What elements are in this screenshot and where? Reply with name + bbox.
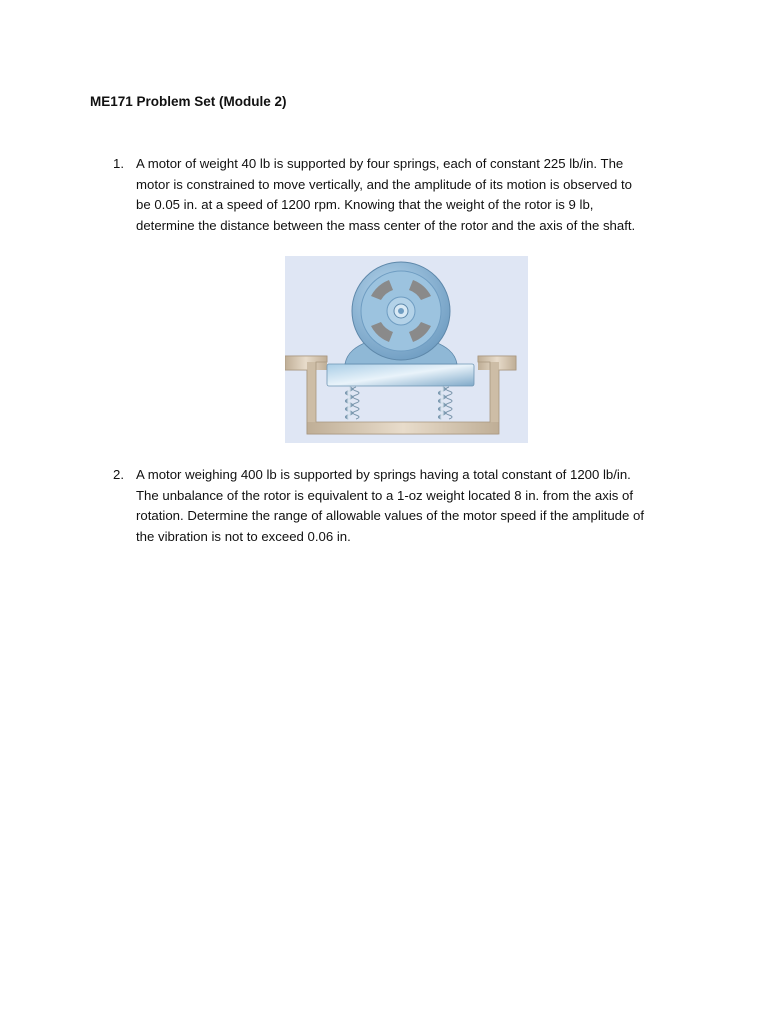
mounting-plate: [327, 364, 474, 386]
motor-illustration: [285, 256, 528, 443]
problem-text-line: determine the distance between the mass center of the rotor and the axis of the shaft.: [136, 218, 636, 234]
page-title: ME171 Problem Set (Module 2): [90, 94, 287, 109]
problem-number: 2.: [113, 467, 124, 482]
problem-text-line: be 0.05 in. at a speed of 1200 rpm. Knowing that the weight of the rotor is 9 lb,: [136, 197, 594, 213]
problem-text-line: A motor of weight 40 lb is supported by four springs, each of constant 225 lb/in. The: [136, 156, 624, 171]
problem-item: [113, 465, 683, 548]
problem-item: [113, 154, 683, 237]
problem-text-line: the vibration is not to exceed 0.06 in.: [136, 529, 351, 545]
problem-number: 1.: [113, 156, 124, 171]
motor-rotor: [352, 262, 450, 360]
problem-text-line: rotation. Determine the range of allowable values of the motor speed if the amplitude of: [136, 508, 645, 524]
problem-text-line: A motor weighing 400 lb is supported by springs having a total constant of 1200 lb/in.: [136, 467, 631, 482]
base-channel-left-wall: [285, 356, 327, 370]
base-channel-floor: [307, 422, 499, 434]
problem-text-line: The unbalance of the rotor is equivalent to a 1-oz weight located 8 in. from the axis of: [136, 487, 634, 503]
problem-text: [136, 465, 683, 548]
motor-on-springs-figure: [285, 256, 528, 443]
problem-text: [136, 154, 683, 237]
problem-text-line: motor is constrained to move vertically, and the amplitude of its motion is observed to: [136, 176, 632, 192]
